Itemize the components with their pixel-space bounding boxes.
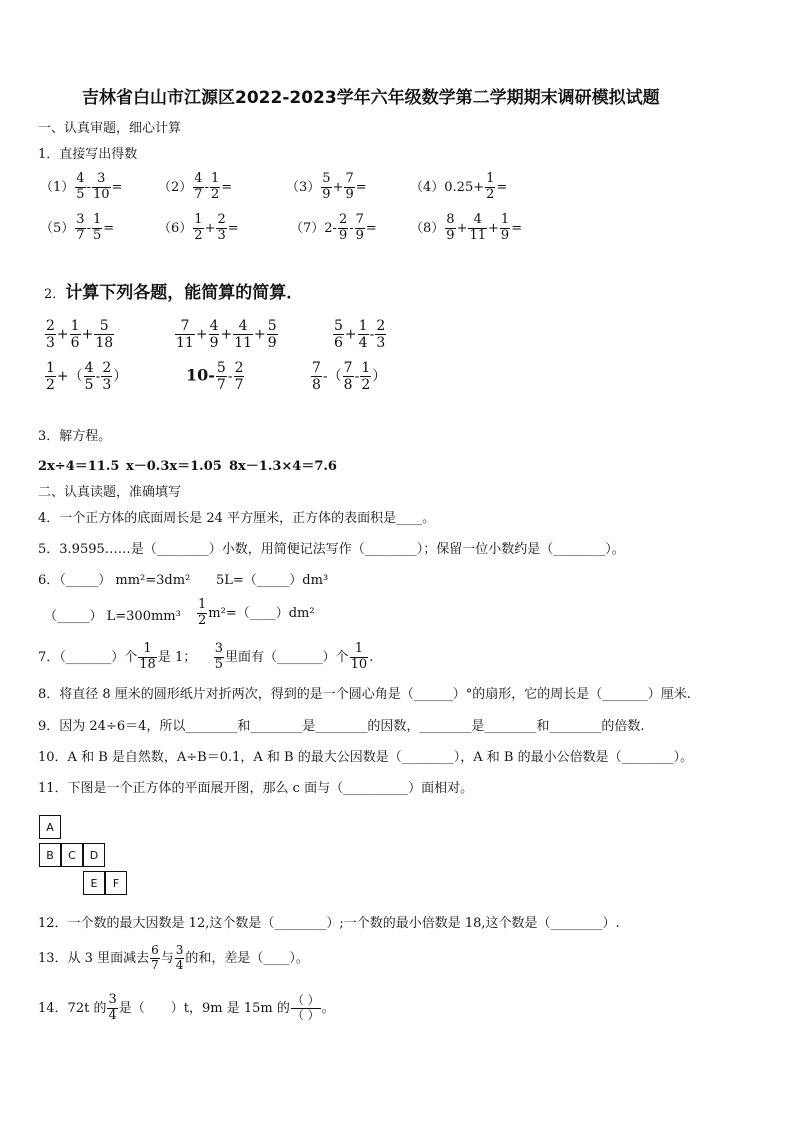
net-face-e: E (83, 871, 105, 895)
fraction: $\frac{1}{2}$ (486, 171, 495, 202)
q2-expr-5: 10- $\frac{5}{7}$ - $\frac{2}{7}$ (186, 360, 244, 394)
fraction: $\frac{4}{5}$ (84, 360, 94, 394)
fraction: $\frac{4}{11}$ (469, 212, 487, 243)
q12-text: 12．一个数的最大因数是 12,这个数是（________）;一个数的最小倍数是 18,这个数是（________）. (38, 916, 620, 931)
net-face-d: D (83, 843, 105, 867)
fraction: $\frac{3}{5}$ (214, 641, 224, 672)
section-heading-2: 二、认真读题，准确填写 (38, 485, 182, 500)
q7-text: 7．（_______）个 $\frac{1}{18}$ 是 1； $\frac{3}{5}$ 里面有（_______）个 $\frac{1}{10}$ . (38, 641, 374, 672)
fraction: $\frac{2}{3}$ (46, 318, 55, 352)
section-heading-1: 一、认真审题，细心计算 (38, 121, 182, 136)
q14-text: 14．72t 的 $\frac{3}{4}$ 是（ ）t，9m 是 15m 的 $\frac{( )}{( )}$ 。 (38, 992, 335, 1023)
q5-text: 5．3.9595……是（________）小数，用简便记法写作（________）；保留一位小数约是（________）。 (38, 542, 625, 557)
fraction: $\frac{2}{7}$ (234, 360, 244, 394)
q2-heading: 2．计算下列各题，能简算的简算． (44, 283, 304, 303)
fraction: $\frac{1}{4}$ (358, 318, 368, 352)
q3-equation-3: 8x－1.3×4＝7.6 (229, 459, 337, 474)
q11-text: 11．下图是一个正方体的平面展开图，那么 c 面与（__________）面相对。 (38, 781, 474, 796)
q1-item-3: （3） $\frac{5}{9}$ + $\frac{7}{9}$ = (286, 171, 367, 202)
fraction: $\frac{1}{2}$ (194, 212, 203, 243)
net-face-b: B (39, 843, 61, 867)
fraction: $\frac{3}{4}$ (175, 943, 184, 972)
q3-equation-1: 2x÷4＝11.5 (38, 459, 120, 474)
fraction: $\frac{1}{2}$ (198, 597, 207, 628)
q2-expr-2: $\frac{7}{11}$ + $\frac{4}{9}$ + $\frac{4}{11}$ + $\frac{5}{9}$ (176, 318, 277, 352)
fraction: $\frac{1}{6}$ (70, 318, 80, 352)
fraction: $\frac{7}{8}$ (312, 360, 321, 394)
q8-text: 8．将直径 8 厘米的圆形纸片对折两次，得到的是一个圆心角是（______）°的扇形，它的周长是（_______）厘米. (38, 687, 691, 702)
q13-text: 13．从 3 里面减去 $\frac{6}{7}$ 与 $\frac{3}{4}$ 的和，差是（____）。 (38, 943, 309, 972)
q6-line2a: （_____） L=300mm³ (44, 609, 181, 624)
fraction: $\frac{3}{7}$ (76, 212, 85, 243)
fraction: $\frac{4}{9}$ (209, 318, 219, 352)
q1-label: 1．直接写出得数 (38, 147, 138, 162)
fraction: $\frac{1}{10}$ (350, 641, 368, 672)
fraction: $\frac{7}{9}$ (345, 171, 354, 202)
fraction: $\frac{7}{8}$ (343, 360, 353, 394)
fraction: $\frac{4}{7}$ (194, 171, 203, 202)
net-face-c: C (61, 843, 83, 867)
q6-line1b: 5L=（_____）dm³ (216, 573, 329, 588)
q1-item-8: （8） $\frac{8}{9}$ + $\frac{4}{11}$ + $\frac{1}{9}$ = (410, 212, 523, 243)
fraction: $\frac{2}{3}$ (376, 318, 386, 352)
fraction: $\frac{2}{3}$ (102, 360, 112, 394)
page-title: 吉林省白山市江源区2022-2023学年六年级数学第二学期期末调研模拟试题 (82, 88, 660, 108)
q2-expr-3: $\frac{5}{6}$ + $\frac{1}{4}$ - $\frac{2}{3}$ (334, 318, 386, 352)
fraction: $\frac{4}{5}$ (76, 171, 85, 202)
fraction: $\frac{1}{2}$ (361, 360, 371, 394)
q3-label: 3．解方程。 (38, 429, 112, 444)
fraction: $\frac{6}{7}$ (151, 943, 159, 972)
fraction: $\frac{3}{4}$ (108, 992, 117, 1023)
net-face-a: A (39, 815, 61, 839)
q3-equation-2: x－0.3x＝1.05 (126, 459, 222, 474)
q1-item-6: （6） $\frac{1}{2}$ + $\frac{2}{3}$ = (158, 212, 239, 243)
fraction: $\frac{5}{6}$ (334, 318, 343, 352)
fraction: $\frac{1}{2}$ (210, 171, 220, 202)
q2-expr-4: $\frac{1}{2}$ +（ $\frac{4}{5}$ - $\frac{2}{3}$ ） (46, 360, 128, 394)
q1-item-2: （2） $\frac{4}{7}$ - $\frac{1}{2}$ = (158, 171, 233, 202)
q4-text: 4．一个正方体的底面周长是 24 平方厘米，正方体的表面积是____。 (38, 511, 436, 526)
fraction: $\frac{1}{18}$ (139, 641, 156, 672)
fraction: $\frac{4}{11}$ (234, 318, 253, 352)
fraction: $\frac{1}{9}$ (500, 212, 510, 243)
fraction: $\frac{5}{18}$ (95, 318, 114, 352)
q1-item-5: （5） $\frac{3}{7}$ - $\frac{1}{5}$ = (40, 212, 115, 243)
q1-item-4: （4）0.25+ $\frac{1}{2}$ = (410, 171, 508, 202)
q2-expr-1: $\frac{2}{3}$ + $\frac{1}{6}$ + $\frac{5}{18}$ (46, 318, 114, 352)
q1-item-7: （7）2- $\frac{2}{9}$ - $\frac{7}{9}$ = (290, 212, 377, 243)
q9-text: 9．因为 24÷6＝4，所以________和________是________的因数，________是________和________的倍数. (38, 719, 645, 734)
fraction: $\frac{7}{9}$ (355, 212, 364, 243)
q6-line2b: $\frac{1}{2}$ m²=（____）dm² (198, 597, 315, 628)
fraction: $\frac{2}{3}$ (217, 212, 226, 243)
fraction: $\frac{1}{5}$ (92, 212, 102, 243)
fraction: $\frac{5}{9}$ (322, 171, 331, 202)
fraction: $\frac{( )}{( )}$ (291, 993, 320, 1022)
q2-expr-6: $\frac{7}{8}$ -（ $\frac{7}{8}$ - $\frac{1}{2}$ ） (312, 360, 387, 394)
fraction: $\frac{3}{10}$ (92, 171, 110, 202)
q10-text: 10．A 和 B 是自然数，A÷B＝0.1，A 和 B 的最大公因数是（________），A 和 B 的最小公倍数是（________）。 (38, 750, 694, 765)
fraction: $\frac{1}{2}$ (46, 360, 55, 394)
q1-item-1: （1） $\frac{4}{5}$ - $\frac{3}{10}$ = (40, 171, 123, 202)
net-face-f: F (105, 871, 127, 895)
fraction: $\frac{5}{7}$ (216, 360, 226, 394)
q6-line1a: 6．（_____） mm²=3dm² (38, 573, 191, 588)
fraction: $\frac{5}{9}$ (267, 318, 277, 352)
fraction: $\frac{7}{11}$ (176, 318, 194, 352)
fraction: $\frac{2}{9}$ (338, 212, 348, 243)
fraction: $\frac{8}{9}$ (446, 212, 455, 243)
